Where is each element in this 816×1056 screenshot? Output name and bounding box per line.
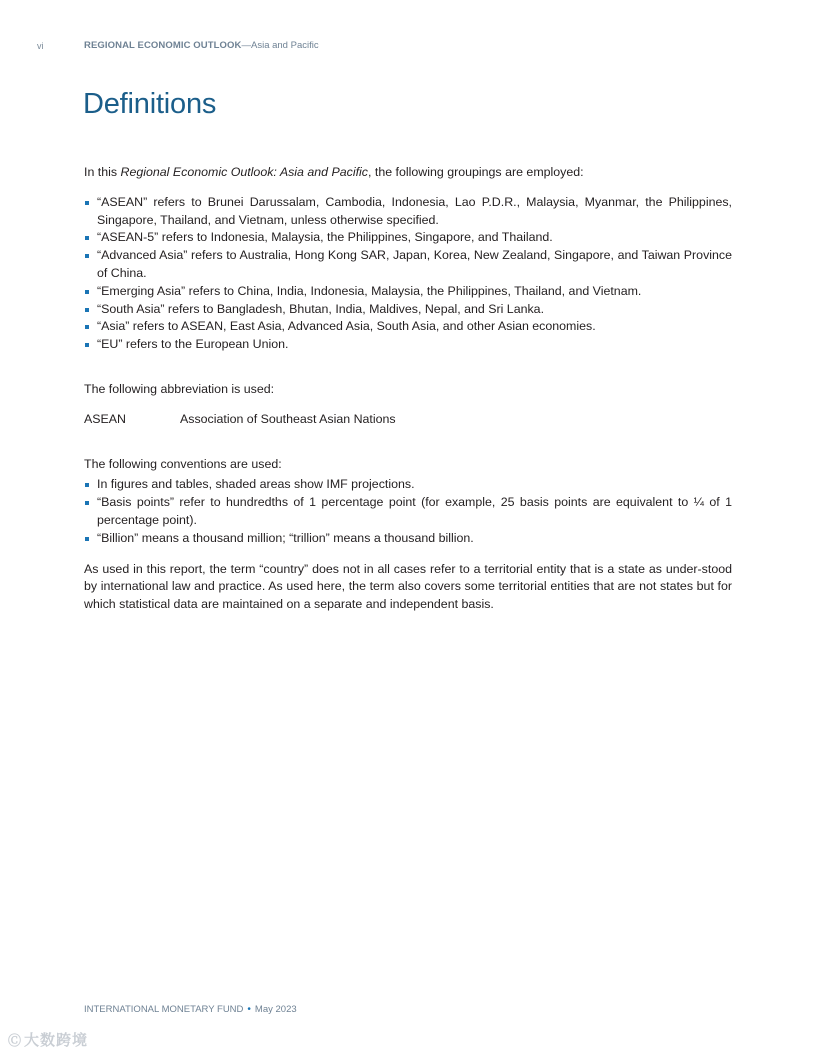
running-header-publication: REGIONAL ECONOMIC OUTLOOK — [84, 40, 242, 51]
grouping-item: “ASEAN-5” refers to Indonesia, Malaysia, the Philippines, Singapore, and Thailand. — [84, 229, 732, 247]
abbreviation-intro: The following abbreviation is used: — [84, 381, 275, 396]
convention-item: “Basis points” refer to hundredths of 1 percentage point (for example, 25 basis points are equivalent to ¼ of 1 percentage point). — [84, 494, 732, 530]
watermark — [8, 1029, 88, 1050]
grouping-item: “Advanced Asia” refers to Australia, Hong Kong SAR, Japan, Korea, New Zealand, Singapore, and Taiwan Province of China. — [84, 247, 732, 283]
watermark-logo-icon: Ⓒ — [8, 1033, 23, 1048]
footer-date: May 2023 — [254, 1004, 297, 1015]
footer-separator: • — [247, 1004, 251, 1015]
page-footer — [84, 1004, 297, 1015]
page-number: vi — [37, 41, 44, 51]
conventions-list — [84, 476, 732, 547]
watermark-text: 大数跨境 — [24, 1032, 89, 1049]
intro-publication-title: Regional Economic Outlook: Asia and Pacific — [120, 165, 368, 179]
running-header-region: —Asia and Pacific — [241, 40, 319, 51]
grouping-item: “Asia” refers to ASEAN, East Asia, Advanced Asia, South Asia, and other Asian economies. — [84, 318, 732, 336]
convention-item: “Billion” means a thousand million; “trillion” means a thousand billion. — [84, 530, 732, 548]
footer-publisher: INTERNATIONAL MONETARY FUND — [84, 1004, 244, 1015]
grouping-item: “ASEAN” refers to Brunei Darussalam, Cambodia, Indonesia, Lao P.D.R., Malaysia, Myanmar, the Philippines, Singapore, Thailand, and Vietnam, unless otherwise specified. — [84, 194, 732, 230]
conventions-intro: The following conventions are used: — [84, 456, 282, 471]
grouping-item: “EU” refers to the European Union. — [84, 336, 732, 354]
groupings-intro — [84, 164, 732, 182]
abbreviation-definition: Association of Southeast Asian Nations — [180, 411, 396, 426]
country-note: As used in this report, the term “country” does not in all cases refer to a territorial entity that is a state as under-stood by international law and practice. As used here, the term also covers some territorial entities that are not states but for which statistical data are maintained on a separate and independent basis. — [84, 561, 732, 612]
grouping-item: “South Asia” refers to Bangladesh, Bhutan, India, Maldives, Nepal, and Sri Lanka. — [84, 301, 732, 319]
grouping-item: “Emerging Asia” refers to China, India, Indonesia, Malaysia, the Philippines, Thailand, and Vietnam. — [84, 283, 732, 301]
convention-item: In figures and tables, shaded areas show IMF projections. — [84, 476, 732, 494]
running-header — [84, 40, 319, 51]
abbreviation-term: ASEAN — [84, 411, 127, 426]
abbreviation-row — [84, 411, 732, 429]
intro-suffix: , the following groupings are employed: — [368, 165, 584, 179]
page-title: Definitions — [83, 88, 217, 120]
groupings-list — [84, 194, 732, 354]
definitions-content — [84, 164, 732, 614]
intro-prefix: In this — [84, 165, 121, 179]
